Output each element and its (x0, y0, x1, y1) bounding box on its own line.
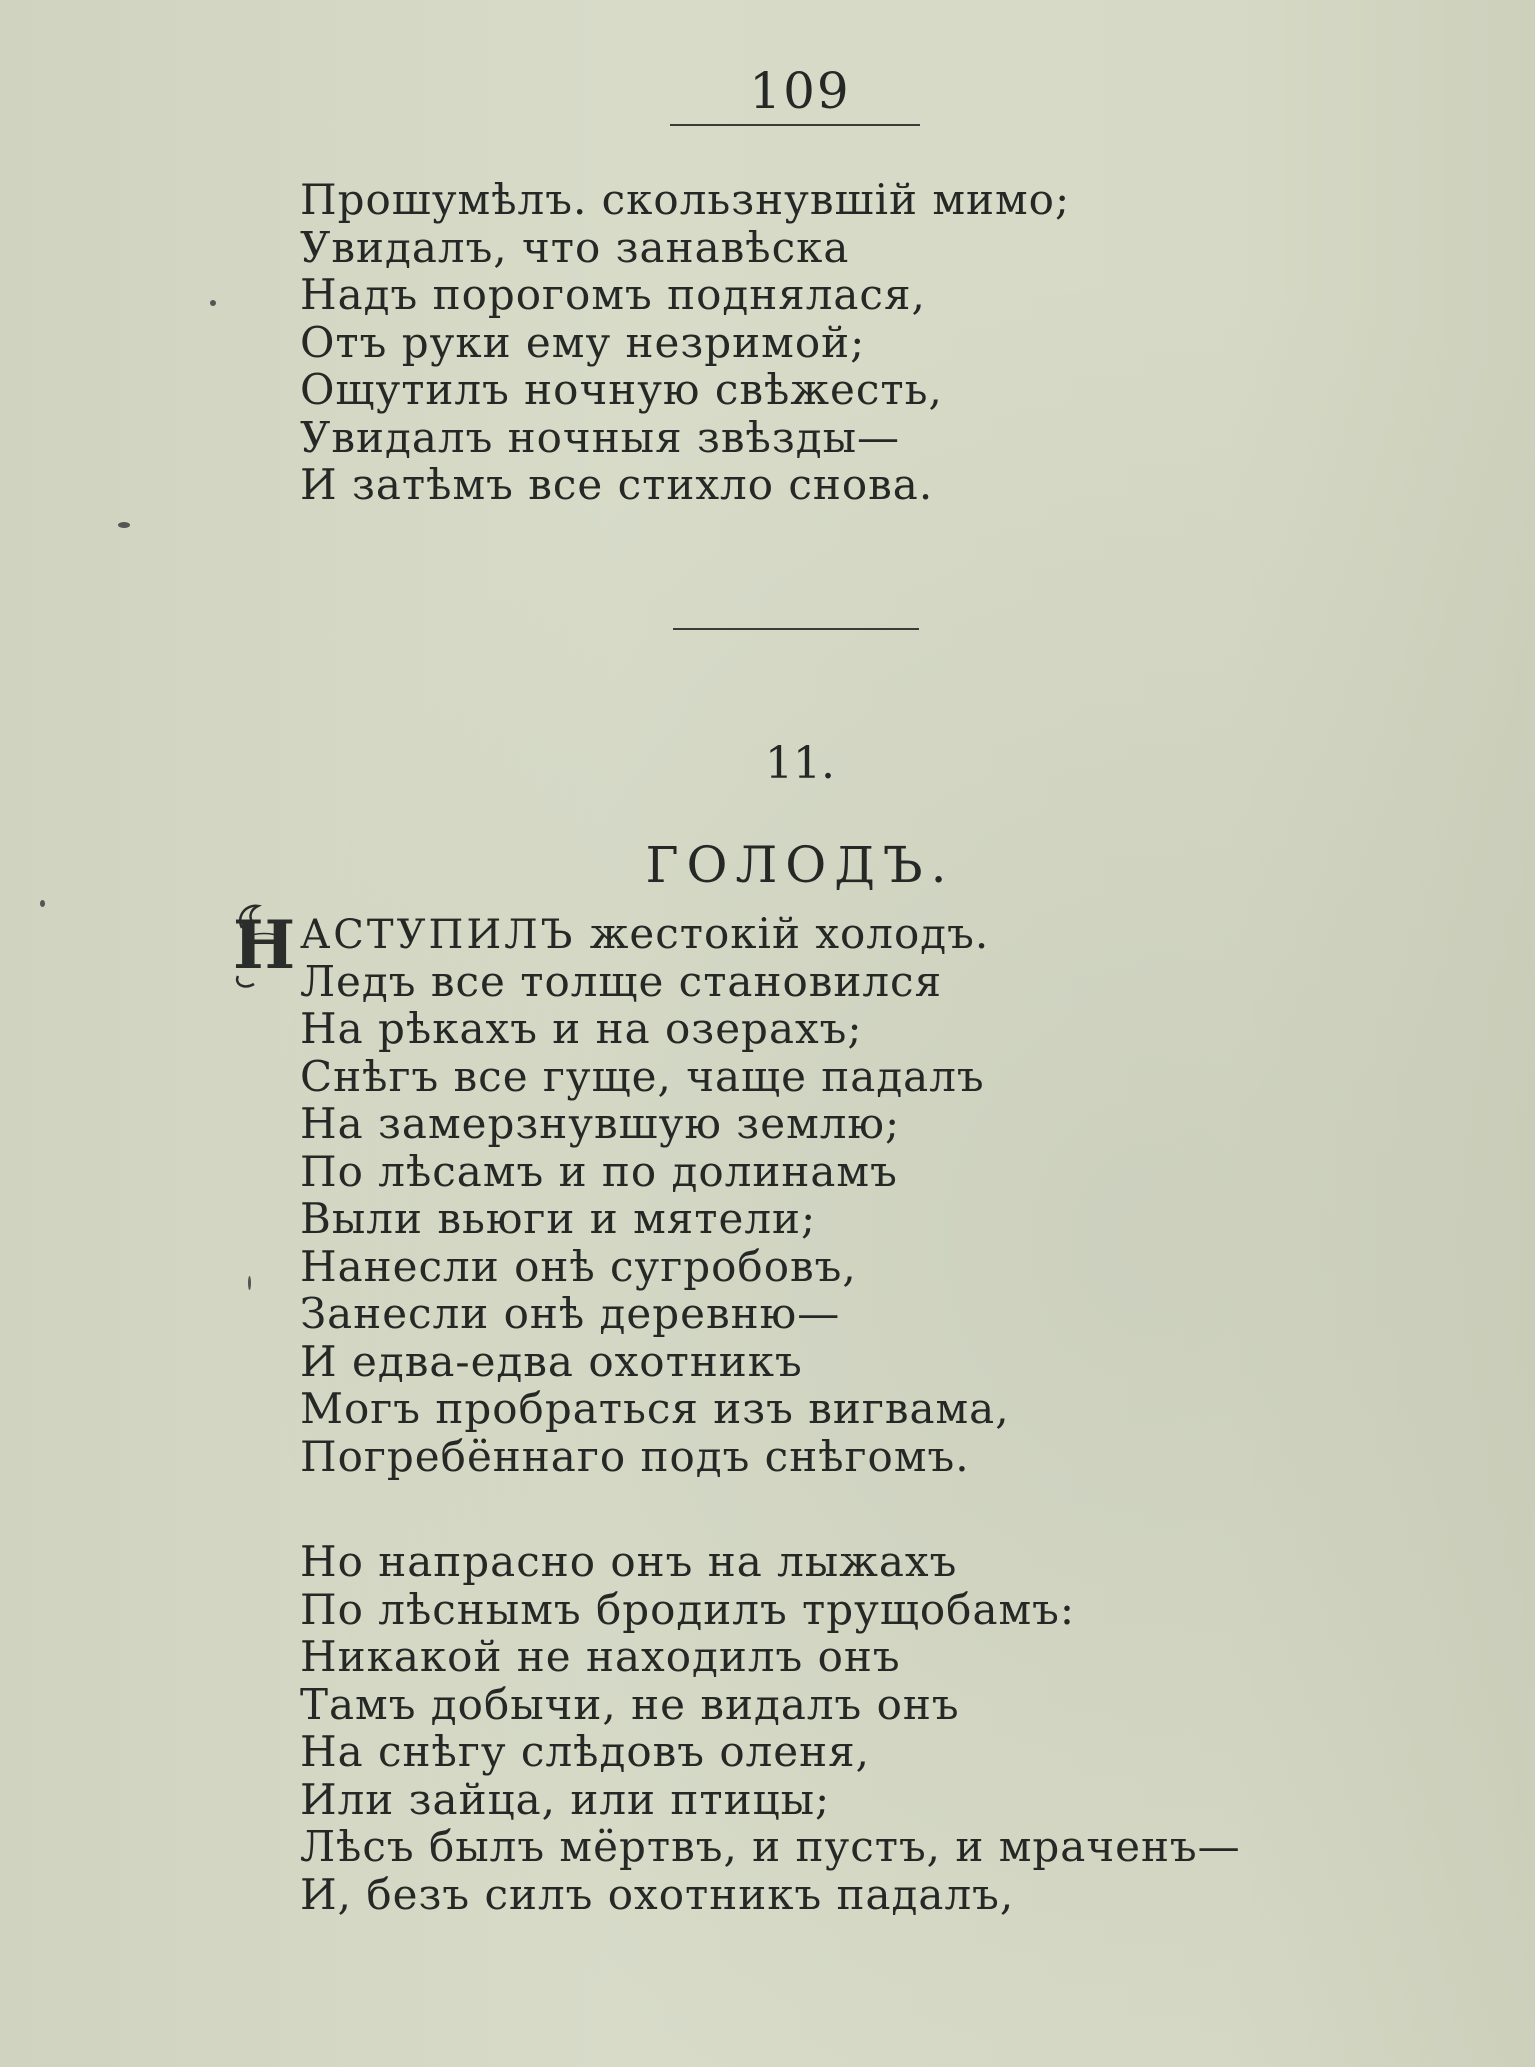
verse-line: Прошумѣлъ. скользнувшiй мимо; (300, 175, 1071, 224)
verse-line: Снѣгъ все гуще, чаще падалъ (300, 1051, 985, 1101)
page-number: 109 (749, 62, 851, 120)
verse-line: Ледъ все толще становился (300, 956, 943, 1006)
verse-line: И едва-едва охотникъ (300, 1336, 803, 1386)
verse-line: Надъ порогомъ поднялася, (300, 270, 926, 319)
verse-line: По лѣсамъ и по долинамъ (300, 1146, 898, 1196)
header-rule (670, 124, 920, 126)
ornamental-drop-cap (232, 898, 296, 990)
verse-line: И затѣмъ все стихло снова. (300, 460, 934, 509)
verse-line: Увидалъ ночныя звѣзды— (300, 412, 901, 462)
verse-line: На рѣкахъ и на озерахъ; (300, 1004, 863, 1053)
stanza-3 (300, 1538, 1241, 1918)
verse-line: Отъ руки ему незримой; (300, 317, 866, 367)
verse-line: Нанесли онѣ сугробовъ, (300, 1241, 857, 1291)
verse-line: Но напрасно онъ на лыжахъ (300, 1537, 958, 1586)
verse-line: Увидалъ, что занавѣска (300, 222, 850, 272)
paper-speck (118, 522, 130, 528)
paper-speck (248, 1276, 251, 1290)
verse-line: Погребённаго подъ снѣгомъ. (300, 1431, 970, 1481)
stanza-1 (300, 176, 1070, 509)
verse-line: Могъ пробраться изъ вигвама, (300, 1384, 1010, 1433)
verse-line: Тамъ добычи, не видалъ онъ (300, 1679, 960, 1729)
stanza-2 (300, 910, 1010, 1480)
paper-speck (40, 900, 45, 907)
verse-line: Выли вьюги и мятели; (300, 1194, 817, 1243)
section-number: 11. (765, 738, 835, 789)
first-line-rest: жестокiй холодъ. (575, 909, 990, 958)
paper-speck (210, 300, 216, 306)
drop-cap-letter: Н (232, 906, 296, 984)
verse-line: По лѣснымъ бродилъ трущобамъ: (300, 1584, 1076, 1634)
verse-line: Никакой не находилъ онъ (300, 1632, 901, 1681)
verse-line: Или зайца, или птицы; (300, 1774, 831, 1824)
verse-line: Занесли онѣ деревню— (300, 1289, 841, 1338)
verse-line: На замерзнувшую землю; (300, 1099, 901, 1148)
verse-line: Ощутилъ ночную свѣжесть, (300, 365, 943, 414)
verse-line: На снѣгу слѣдовъ оленя, (300, 1727, 870, 1776)
section-divider (673, 628, 919, 630)
smallcaps-word: АСТУПИЛЪ (300, 912, 576, 958)
section-title: ГОЛОДЪ. (645, 836, 955, 894)
verse-line: И, безъ силъ охотникъ падалъ, (300, 1869, 1015, 1919)
verse-line: Лѣсъ былъ мёртвъ, и пустъ, и мраченъ— (300, 1822, 1241, 1871)
